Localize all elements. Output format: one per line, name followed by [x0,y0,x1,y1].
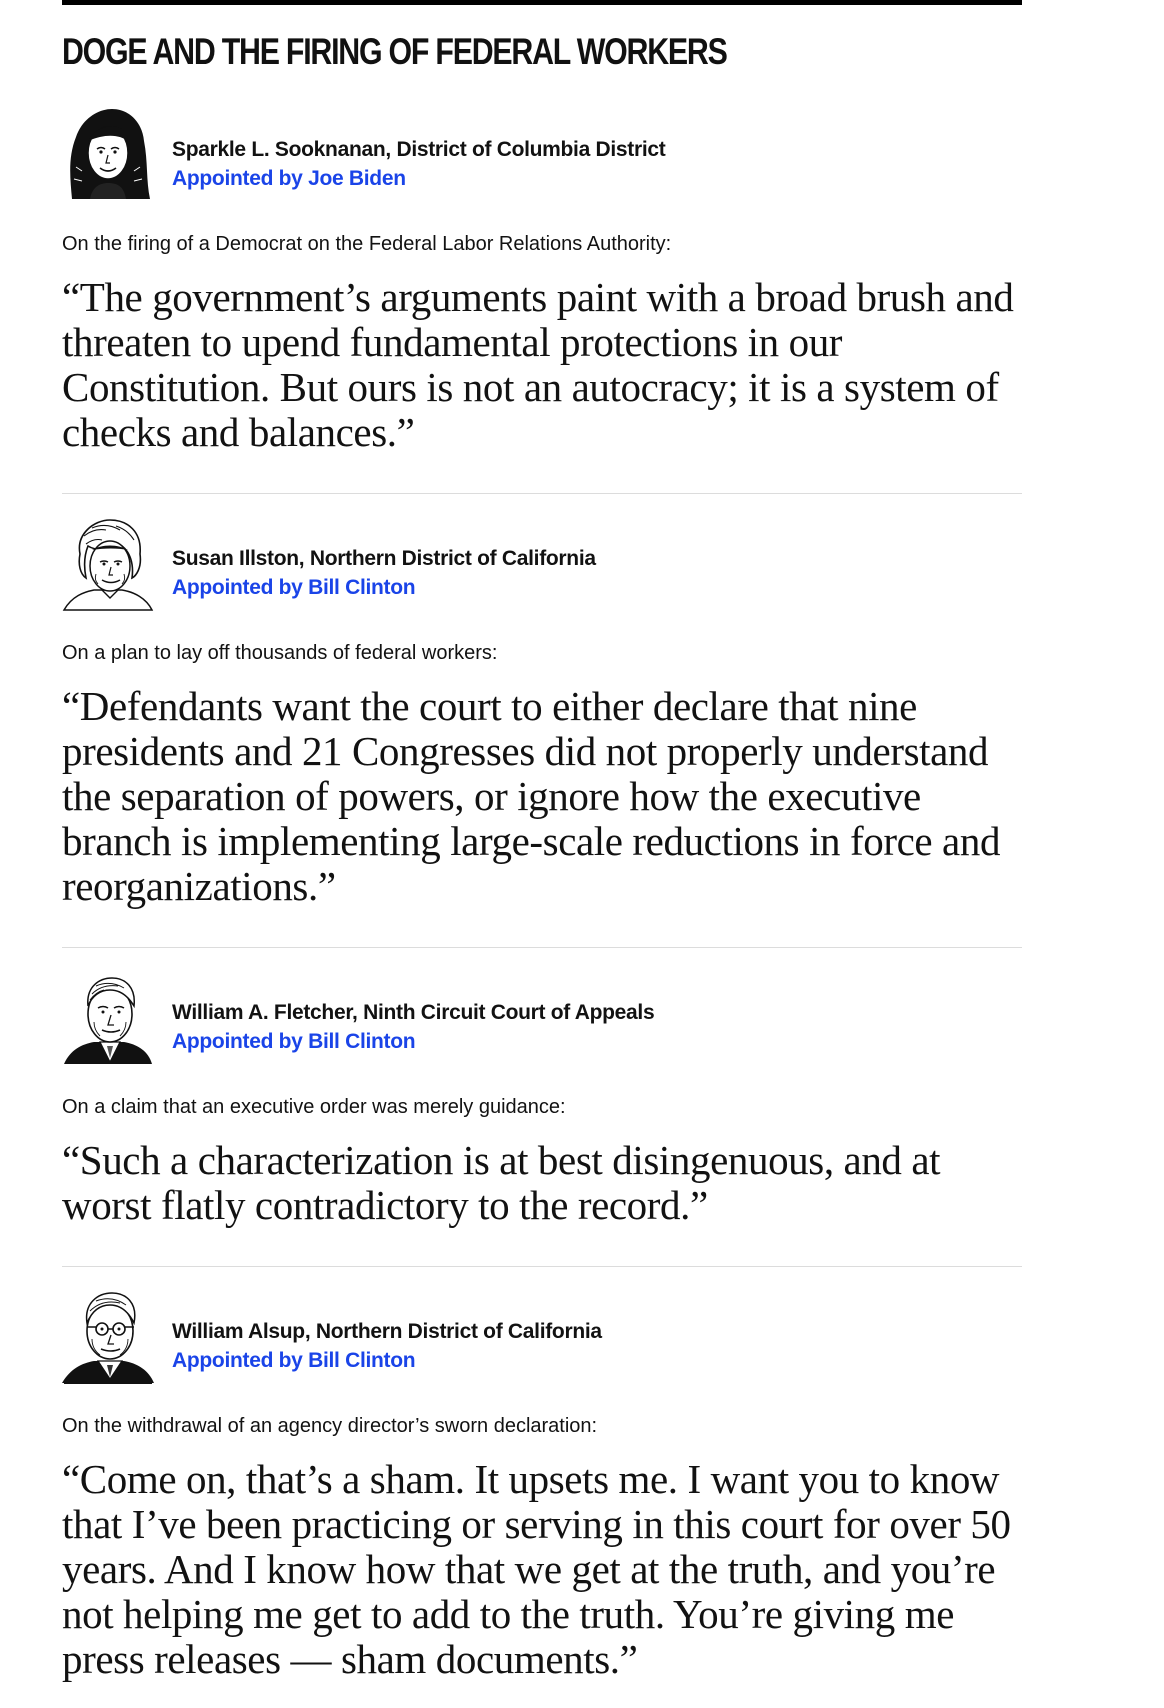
article [62,0,1022,1682]
judge-entry [62,107,1022,455]
judge-header [62,1289,1022,1385]
judge-quote: “The government’s arguments paint with a broad brush and threaten to upend fundamental protections in our Constitution. But ours is not an autocracy; it is a system of checks and balances.” [62,274,1014,455]
quote-context: On the firing of a Democrat on the Federal Labor Relations Authority: [62,233,672,255]
judge-header [62,970,1022,1066]
judge-portrait [62,107,154,203]
judge-entry [62,970,1022,1228]
entry-divider [62,947,1022,948]
section-title: DOGE AND THE FIRING OF FEDERAL WORKERS [62,31,727,72]
quote-context: On the withdrawal of an agency director’s sworn declaration: [62,1415,598,1437]
appointed-by-link[interactable]: Appointed by Bill Clinton [172,576,416,599]
appointed-by-link[interactable]: Appointed by Bill Clinton [172,1030,416,1053]
judge-name: William Alsup, Northern District of California [172,1320,602,1343]
quote-context: On a plan to lay off thousands of federal workers: [62,642,498,664]
top-rule [62,0,1022,5]
judge-entry [62,1289,1022,1682]
judge-header [62,516,1022,612]
judge-name: Susan Illston, Northern District of California [172,547,596,570]
appointed-by-link[interactable]: Appointed by Bill Clinton [172,1349,416,1372]
judge-quote: “Come on, that’s a sham. It upsets me. I want you to know that I’ve been practicing or serving in this court for over 50 years. And I know how that we get at the truth, and you’re not helping me get to add to the truth. You’re giving me press releases — sham documents.” [62,1456,1011,1682]
entry-divider [62,1266,1022,1267]
judge-name: William A. Fletcher, Ninth Circuit Court of Appeals [172,1001,655,1024]
judge-header [62,107,1022,203]
judge-portrait [62,1289,154,1385]
judge-portrait [62,970,154,1066]
entry-divider [62,493,1022,494]
judge-quote: “Such a characterization is at best disingenuous, and at worst flatly contradictory to the record.” [62,1137,941,1228]
quote-context: On a claim that an executive order was merely guidance: [62,1096,566,1118]
judge-name: Sparkle L. Sooknanan, District of Columbia District [172,138,666,161]
judge-quote: “Defendants want the court to either declare that nine presidents and 21 Congresses did not properly understand the separation of powers, or ignore how the executive branch is implementing large-scale reductions in force and reorganizations.” [62,683,1001,909]
appointed-by-link[interactable]: Appointed by Joe Biden [172,167,406,190]
judge-portrait [62,516,154,612]
judge-entry [62,516,1022,909]
